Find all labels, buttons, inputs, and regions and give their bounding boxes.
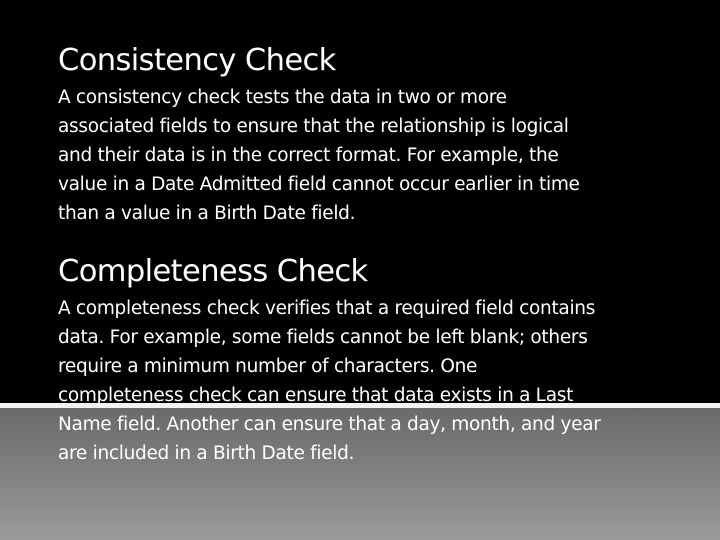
slide-content <box>58 42 658 468</box>
section-body-completeness-check: A completeness check verifies that a required field contains data. For example, some fields cannot be left blank; others require a minimum number of characters. One completeness check can ensure that data exists in a Last Name field. Another can ensure that a day, month, and year are included in a Birth Date field. <box>58 298 601 464</box>
section-heading-consistency-check: Consistency Check <box>58 43 336 78</box>
section-body-consistency-check: A consistency check tests the data in two or more associated fields to ensure that the relationship is logical and their data is in the correct format. For example, the value in a Date Admitted field cannot occur earlier in time than a value in a Birth Date field. <box>58 87 580 224</box>
section-heading-completeness-check: Completeness Check <box>58 254 368 289</box>
